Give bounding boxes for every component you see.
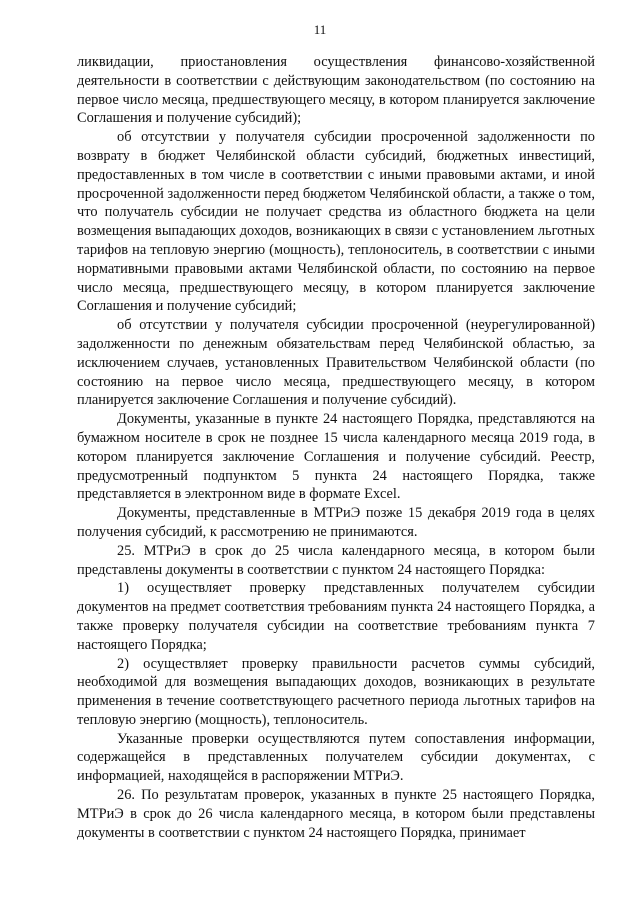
paragraph-clause-26: 26. По результатам проверок, указанных в пункте 25 настоящего Порядка, МТРиЭ в срок до 26 числа календарного месяца, в котором были представлены документы в соответствии с пунктом 24 настоящего Порядка, принимает: [77, 787, 595, 841]
paragraph-verification-method: Указанные проверки осуществляются путем сопоставления информации, содержащейся в представленных получателем субсидии документах, с информацией, находящейся в распоряжении МТРиЭ.: [77, 730, 595, 785]
paragraph-clause-25: 25. МТРиЭ в срок до 25 числа календарного месяца, в котором были представлены документы в соответствии с пунктом 24 настоящего Порядка:: [77, 542, 595, 578]
paragraph-continued: ликвидации, приостановления осуществления финансово-хозяйственной деятельности в соответствии с действующим законодательством (по состоянию на первое число месяца, предшествующего месяцу, в котором планируется заключение Соглашения и получение субсидий);: [77, 54, 595, 127]
paragraph-late-documents: Документы, представленные в МТРиЭ позже 15 декабря 2019 года в целях получения субсидий, к рассмотрению не принимаются.: [77, 505, 595, 540]
paragraph-no-overdue-budget-debt: об отсутствии у получателя субсидии просроченной задолженности по возврату в бюджет Челябинской области субсидий, бюджетных инвестиций, предоставленных в том числе в соответствии с иными правовыми актами, и иной просроченной задолженности перед бюджетом Челябинской области, а также о том, что получатель субсидии не получает средства из областного бюджета на цели возмещения выпадающих доходов, возникающих в связи с установлением льготных тарифов на тепловую энергию (мощность), теплоноситель, в соответствии с иными нормативными правовыми актами Челябинской области, по состоянию на первое число месяца, предшествующего месяцу, в котором планируется заключение Соглашения и получение субсидий;: [77, 129, 595, 315]
paragraph-no-overdue-monetary-obligations: об отсутствии у получателя субсидии просроченной (неурегулированной) задолженности по денежным обязательствам перед Челябинской областью, за исключением случаев, установленных Правительством Челябинской области (по состоянию на первое число месяца, предшествующего месяцу, в котором планируется заключение Соглашения и получение субсидий).: [77, 317, 595, 409]
page-number: 11: [313, 22, 327, 37]
paragraph-documents-deadline: Документы, указанные в пункте 24 настоящего Порядка, представляются на бумажном носителе в срок не позднее 15 числа календарного месяца 2019 года, в котором планируется заключение Соглашения и получение субсидий. Реестр, предусмотренный подпунктом 5 пункта 24 настоящего Порядка, также представляется в электронном виде в формате Excel.: [77, 411, 595, 503]
paragraph-clause-25-item-2: 2) осуществляет проверку правильности расчетов суммы субсидий, необходимой для возмещения выпадающих доходов, возникающих в результате применения в течение соответствующего расчетного периода льготных тарифов на тепловую энергию (мощность), теплоноситель.: [77, 655, 595, 728]
paragraph-clause-25-item-1: 1) осуществляет проверку представленных получателем субсидии документов на предмет соответствия требованиям пункта 24 настоящего Порядка, а также проверку получателя субсидии на соответствие требованиям пункта 7 настоящего Порядка;: [77, 580, 595, 653]
document-body: [77, 53, 595, 842]
